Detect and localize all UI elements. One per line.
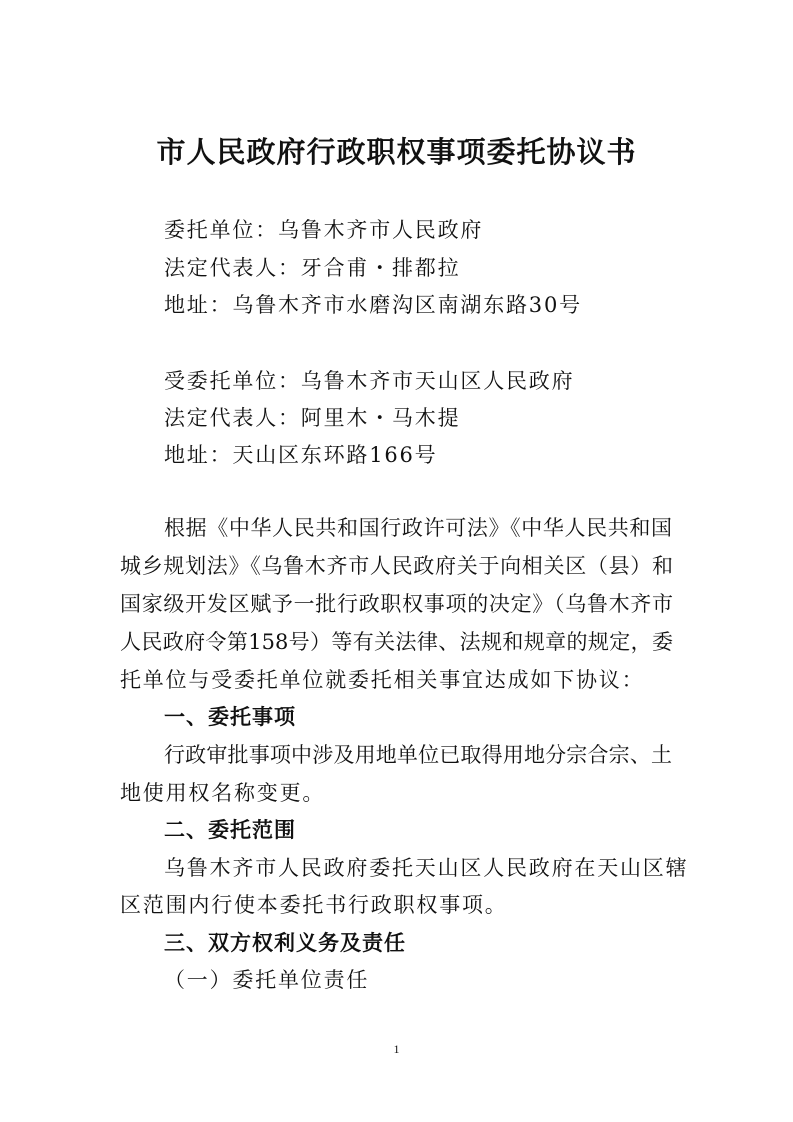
principal-unit: 委托单位：乌鲁木齐市人民政府 bbox=[164, 218, 484, 242]
agent-representative: 法定代表人：阿里木・马木提 bbox=[164, 406, 461, 430]
preamble-line: 国家级开发区赋予一批行政职权事项的决定》（乌鲁木齐市 bbox=[120, 592, 673, 616]
subsection-heading: （一）委托单位责任 bbox=[164, 968, 370, 992]
agent-unit: 受委托单位：乌鲁木齐市天山区人民政府 bbox=[164, 369, 575, 393]
preamble-line: 托单位与受委托单位就委托相关事宜达成如下协议： bbox=[120, 668, 645, 692]
principal-representative: 法定代表人：牙合甫・排都拉 bbox=[164, 256, 461, 280]
page-number: 1 bbox=[393, 1042, 400, 1056]
preamble-line: 城乡规划法》《乌鲁木齐市人民政府关于向相关区（县）和 bbox=[120, 554, 673, 578]
document-title: 市人民政府行政职权事项委托协议书 bbox=[156, 135, 637, 169]
section-2-line: 区范围内行使本委托书行政职权事项。 bbox=[120, 893, 508, 917]
section-2-line: 乌鲁木齐市人民政府委托天山区人民政府在天山区辖 bbox=[164, 856, 689, 880]
principal-address: 地址：乌鲁木齐市水磨沟区南湖东路30号 bbox=[164, 293, 582, 317]
preamble-line: 人民政府令第158号）等有关法律、法规和规章的规定，委 bbox=[120, 630, 673, 654]
section-1-line: 地使用权名称变更。 bbox=[120, 781, 326, 805]
preamble-line: 根据《中华人民共和国行政许可法》《中华人民共和国 bbox=[164, 516, 672, 540]
section-heading-2: 二、委托范围 bbox=[164, 818, 296, 842]
section-heading-3: 三、双方权利义务及责任 bbox=[164, 931, 406, 955]
section-1-line: 行政审批事项中涉及用地单位已取得用地分宗合宗、土 bbox=[164, 743, 672, 767]
agent-address: 地址：天山区东环路166号 bbox=[164, 443, 438, 467]
section-heading-1: 一、委托事项 bbox=[164, 705, 296, 729]
